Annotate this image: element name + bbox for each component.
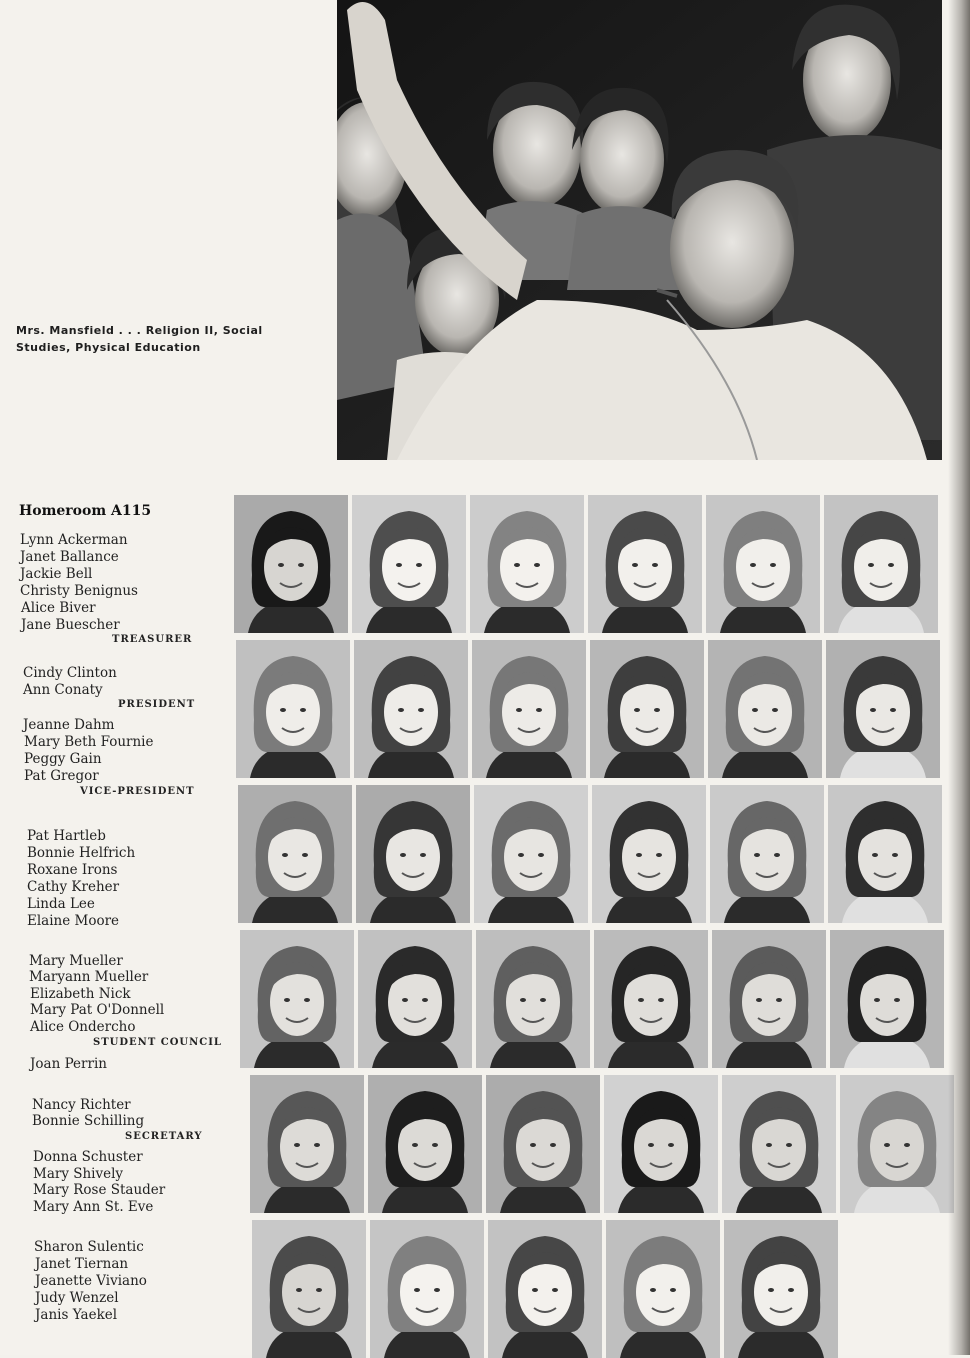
student-name: Janet Ballance: [20, 549, 119, 565]
student-portrait: [824, 495, 938, 633]
student-portrait: [592, 785, 706, 923]
student-portrait: [830, 930, 944, 1068]
office-title-treasurer: TREASURER: [112, 634, 193, 645]
student-name: Judy Wenzel: [35, 1290, 119, 1306]
student-portrait: [840, 1075, 954, 1213]
student-portrait: [368, 1075, 482, 1213]
office-title-vice-president: VICE-PRESIDENT: [80, 786, 195, 797]
student-portrait: [486, 1075, 600, 1213]
student-portrait: [722, 1075, 836, 1213]
student-name: Joan Perrin: [30, 1056, 107, 1072]
student-portrait: [590, 640, 704, 778]
student-portrait: [236, 640, 350, 778]
student-name: Linda Lee: [27, 896, 95, 912]
student-portrait: [250, 1075, 364, 1213]
student-name: Elizabeth Nick: [30, 986, 131, 1002]
student-portrait: [706, 495, 820, 633]
photo-caption: Mrs. Mansfield . . . Religion II, Social Studies, Physical Education: [16, 324, 263, 354]
student-name: Christy Benignus: [20, 583, 138, 599]
student-name: Cathy Kreher: [27, 879, 120, 895]
student-portrait: [712, 930, 826, 1068]
student-portrait: [356, 785, 470, 923]
student-portrait: [476, 930, 590, 1068]
student-name: Pat Hartleb: [27, 828, 106, 844]
student-name: Sharon Sulentic: [34, 1239, 144, 1255]
student-portrait: [594, 930, 708, 1068]
student-portrait: [826, 640, 940, 778]
student-name: Mary Shively: [33, 1166, 124, 1182]
office-title-president: PRESIDENT: [118, 699, 196, 710]
student-name: Janis Yaekel: [35, 1307, 118, 1323]
student-name: Mary Mueller: [29, 953, 123, 969]
student-name: Jane Buescher: [21, 617, 120, 633]
student-portrait: [472, 640, 586, 778]
student-name: Janet Tiernan: [35, 1256, 129, 1272]
student-name: Elaine Moore: [27, 913, 120, 929]
student-portrait: [588, 495, 702, 633]
student-name: Alice Ondercho: [30, 1019, 136, 1035]
student-portrait: [606, 1220, 720, 1358]
student-portrait: [354, 640, 468, 778]
student-portrait: [708, 640, 822, 778]
student-portrait: [710, 785, 824, 923]
student-portrait: [252, 1220, 366, 1358]
student-portrait: [470, 495, 584, 633]
student-portrait: [474, 785, 588, 923]
student-portrait: [488, 1220, 602, 1358]
student-name: Mary Beth Fournie: [24, 734, 154, 750]
student-name: Mary Pat O'Donnell: [30, 1002, 165, 1018]
student-portrait: [352, 495, 466, 633]
student-name: Bonnie Schilling: [32, 1113, 145, 1129]
office-title-student-council: STUDENT COUNCIL: [93, 1037, 222, 1048]
student-name: Bonnie Helfrich: [27, 845, 136, 861]
student-name: Jeanne Dahm: [23, 717, 115, 733]
student-name: Roxane Irons: [27, 862, 118, 878]
student-portrait: [240, 930, 354, 1068]
student-name: Nancy Richter: [32, 1097, 131, 1113]
portrait-grid: [234, 487, 946, 1355]
student-name: Peggy Gain: [24, 751, 102, 767]
teacher-group-photo: [337, 0, 942, 460]
book-spine-shadow: [948, 0, 970, 1355]
student-portrait: [724, 1220, 838, 1358]
student-name: Pat Gregor: [24, 768, 99, 784]
student-name: Mary Ann St. Eve: [33, 1199, 154, 1215]
student-name: Lynn Ackerman: [20, 532, 128, 548]
student-name: Ann Conaty: [23, 682, 103, 698]
student-name: Cindy Clinton: [23, 665, 117, 681]
office-title-secretary: SECRETARY: [125, 1131, 203, 1142]
student-portrait: [828, 785, 942, 923]
student-name: Mary Rose Stauder: [33, 1182, 166, 1198]
student-portrait: [238, 785, 352, 923]
student-portrait: [234, 495, 348, 633]
student-name: Jackie Bell: [20, 566, 93, 582]
student-name: Maryann Mueller: [29, 969, 149, 985]
student-portrait: [358, 930, 472, 1068]
student-portrait: [604, 1075, 718, 1213]
student-name: Donna Schuster: [33, 1149, 143, 1165]
student-name: Alice Biver: [21, 600, 96, 616]
student-name: Jeanette Viviano: [35, 1273, 147, 1289]
homeroom-title: Homeroom A115: [19, 503, 152, 519]
student-portrait: [370, 1220, 484, 1358]
